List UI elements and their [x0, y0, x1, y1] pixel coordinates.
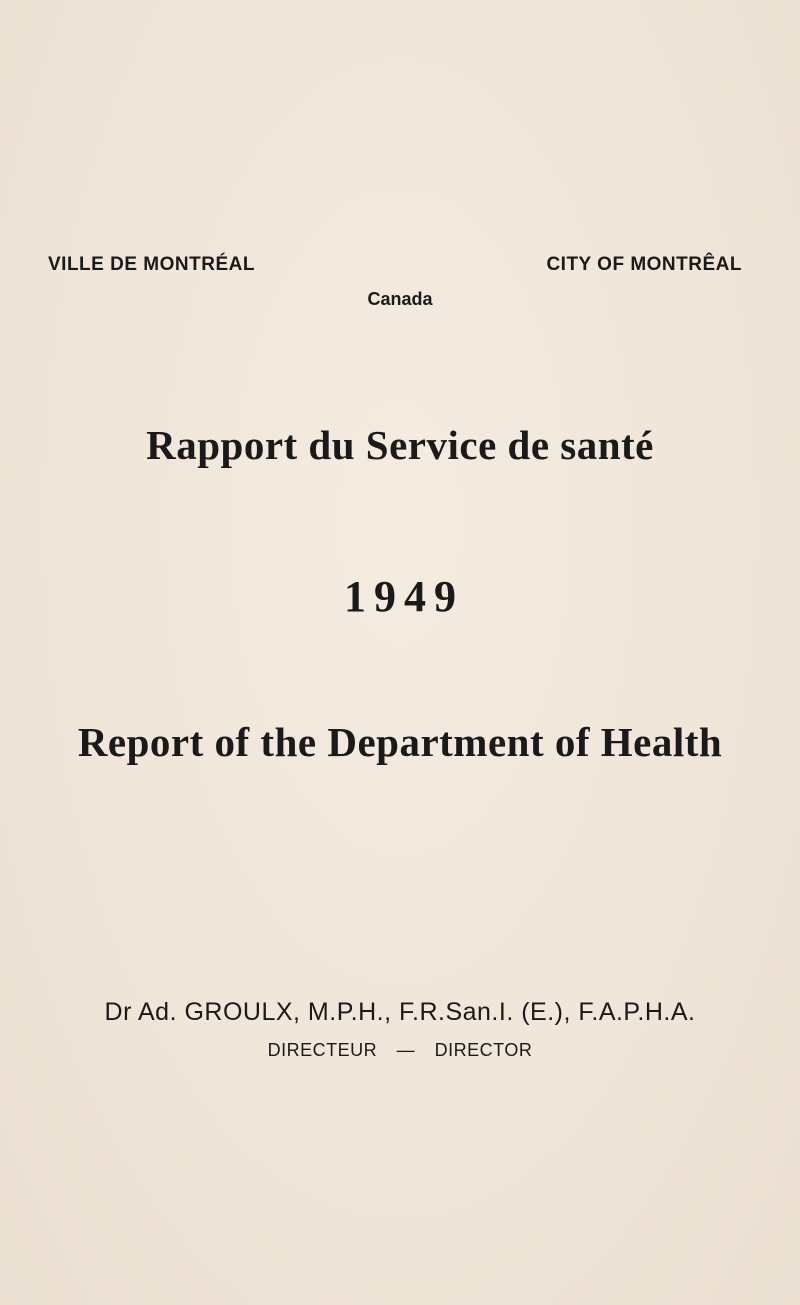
director-name: Dr Ad. GROULX, M.P.H., F.R.San.I. (E.), F.A.P.H.A. [104, 998, 696, 1026]
city-name-french: VILLE DE MONTRÉAL [48, 254, 255, 275]
director-role: DIRECTEUR — DIRECTOR [267, 1040, 533, 1060]
country-name: Canada [367, 289, 433, 309]
report-title-french: Rapport du Service de santé [146, 422, 654, 468]
city-name-english: CITY OF MONTRÊAL [546, 254, 742, 275]
report-title-english: Report of the Department of Health [77, 719, 723, 765]
report-year: 1949 [344, 572, 464, 621]
